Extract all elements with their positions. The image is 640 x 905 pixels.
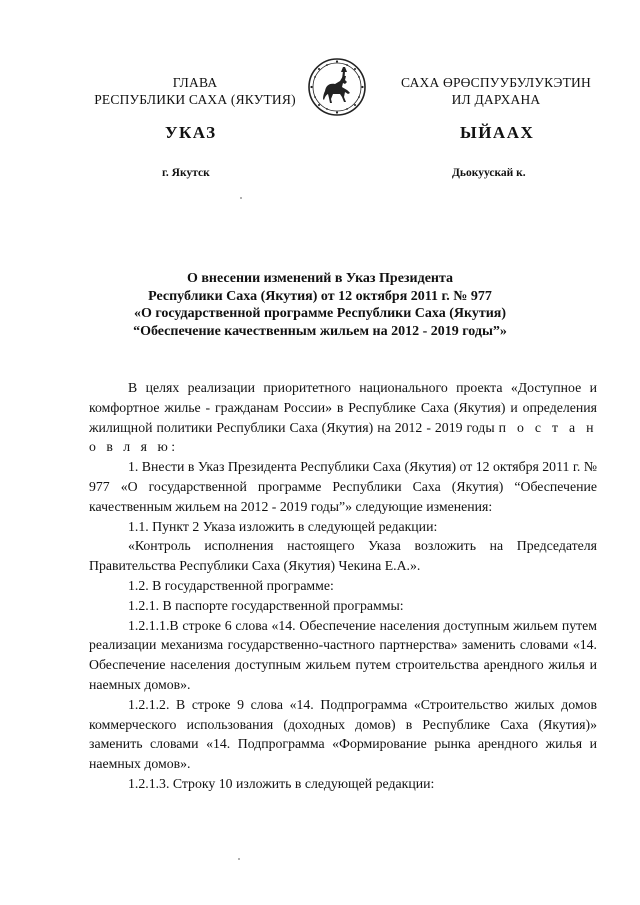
header-left-line1: ГЛАВА <box>172 75 218 90</box>
yakutia-coat-of-arms-icon <box>307 57 367 117</box>
header-right-block <box>392 74 600 108</box>
clause-1-1-text: «Контроль исполнения настоящего Указа возложить на Председателя Правительства Республики Саха (Якутия) Чекина Е.А.». <box>89 538 597 574</box>
clause-1-2: 1.2. В государственной программе: <box>128 577 334 593</box>
preamble-text: В целях реализации приоритетного национального проекта «Доступное и комфортное жилье - гражданам России» в Республике Саха (Якутия) и определения жилищной политики Республики Саха (Якутия) на 2012 - 2019 годы <box>89 380 597 435</box>
decree-word: п о с т а н о в л я ю: <box>89 419 597 455</box>
title-line2: Республики Саха (Якутия) от 12 октября 2011 г. № 977 <box>148 288 492 304</box>
decree-body <box>89 378 597 794</box>
clause-1-2-1-3: 1.2.1.3. Строку 10 изложить в следующей редакции: <box>128 775 435 791</box>
decree-title <box>80 270 560 340</box>
clause-1: 1. Внести в Указ Президента Республики Саха (Якутия) от 12 октября 2011 г. № 977 «О государственной программе Республики Саха (Якутия) “Обеспечение качественным жильем на 2012 - 2019 годы”» следующие изменения: <box>89 459 597 514</box>
clause-1-2-1-2: 1.2.1.2. В строке 9 слова «14. Подпрограмма «Строительство жилых домов коммерческого использования (доходных домов) в Республике Саха (Якутия)» заменить словами «14. Подпрограмма «Формирование рынка арендного жилья и наемных домов». <box>89 696 597 772</box>
title-line1: О внесении изменений в Указ Президента <box>186 271 454 286</box>
city-russian: г. Якутск <box>162 167 210 179</box>
doc-type-yakut: ЫЙААХ <box>460 123 535 142</box>
clause-1-2-1-1: 1.2.1.1.В строке 6 слова «14. Обеспечение населения доступным жильем путем реализации механизма государственно-частного партнерства» заменить словами «14. Обеспечение населения доступным жильем путем строительства арендного жилья и наемных домов». <box>89 617 597 692</box>
header-left-line2: РЕСПУБЛИКИ САХА (ЯКУТИЯ) <box>94 92 296 107</box>
header-right-line2: ИЛ ДАРХАНА <box>451 92 541 107</box>
preamble-paragraph <box>89 378 597 457</box>
title-line4: “Обеспечение качественным жильем на 2012 - 2019 годы”» <box>133 323 507 339</box>
scan-speck <box>238 858 240 860</box>
header-right-line1: САХА ӨРӨСПУУБУЛУКЭТИН <box>401 75 591 90</box>
doc-type-russian: УКАЗ <box>165 123 217 142</box>
clause-1-1: 1.1. Пункт 2 Указа изложить в следующей редакции: <box>128 518 438 534</box>
title-line3: «О государственной программе Республики Саха (Якутия) <box>133 306 507 321</box>
clause-1-2-1: 1.2.1. В паспорте государственной программы: <box>128 597 404 613</box>
header-left-block <box>85 74 305 108</box>
scan-speck <box>240 197 242 199</box>
city-yakut: Дьокуускай к. <box>452 167 526 179</box>
